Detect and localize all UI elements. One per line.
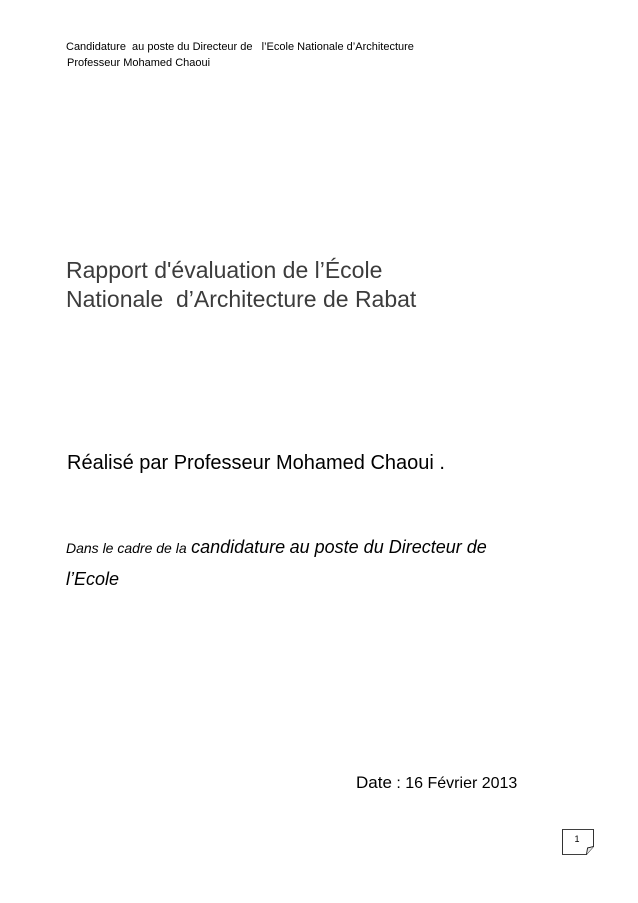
context-part-3: au poste du Directeur de [289, 537, 487, 557]
page-number-box [562, 829, 594, 855]
date-label: Date [356, 773, 392, 792]
author-line: Réalisé par Professeur Mohamed Chaoui . [67, 452, 445, 474]
context-part-2: candidature [191, 537, 286, 557]
date-separator: : [391, 775, 406, 792]
date-value: 16 Février 2013 [405, 775, 518, 792]
context-line-2: l’Ecole [66, 569, 120, 589]
document-title [66, 256, 586, 314]
date-line [356, 773, 517, 794]
header-candidature-line: Candidature au poste du Directeur de l’Ecole Nationale d’Architecture [66, 41, 414, 53]
header-author-line: Professeur Mohamed Chaoui [67, 57, 211, 69]
context-paragraph [66, 532, 586, 596]
context-part-1: Dans le cadre de la [66, 540, 187, 556]
page-number: 1 [574, 834, 580, 844]
title-line-2: Nationale d’Architecture de Rabat [66, 286, 417, 312]
title-line-1: Rapport d'évaluation de l’École [66, 257, 383, 283]
